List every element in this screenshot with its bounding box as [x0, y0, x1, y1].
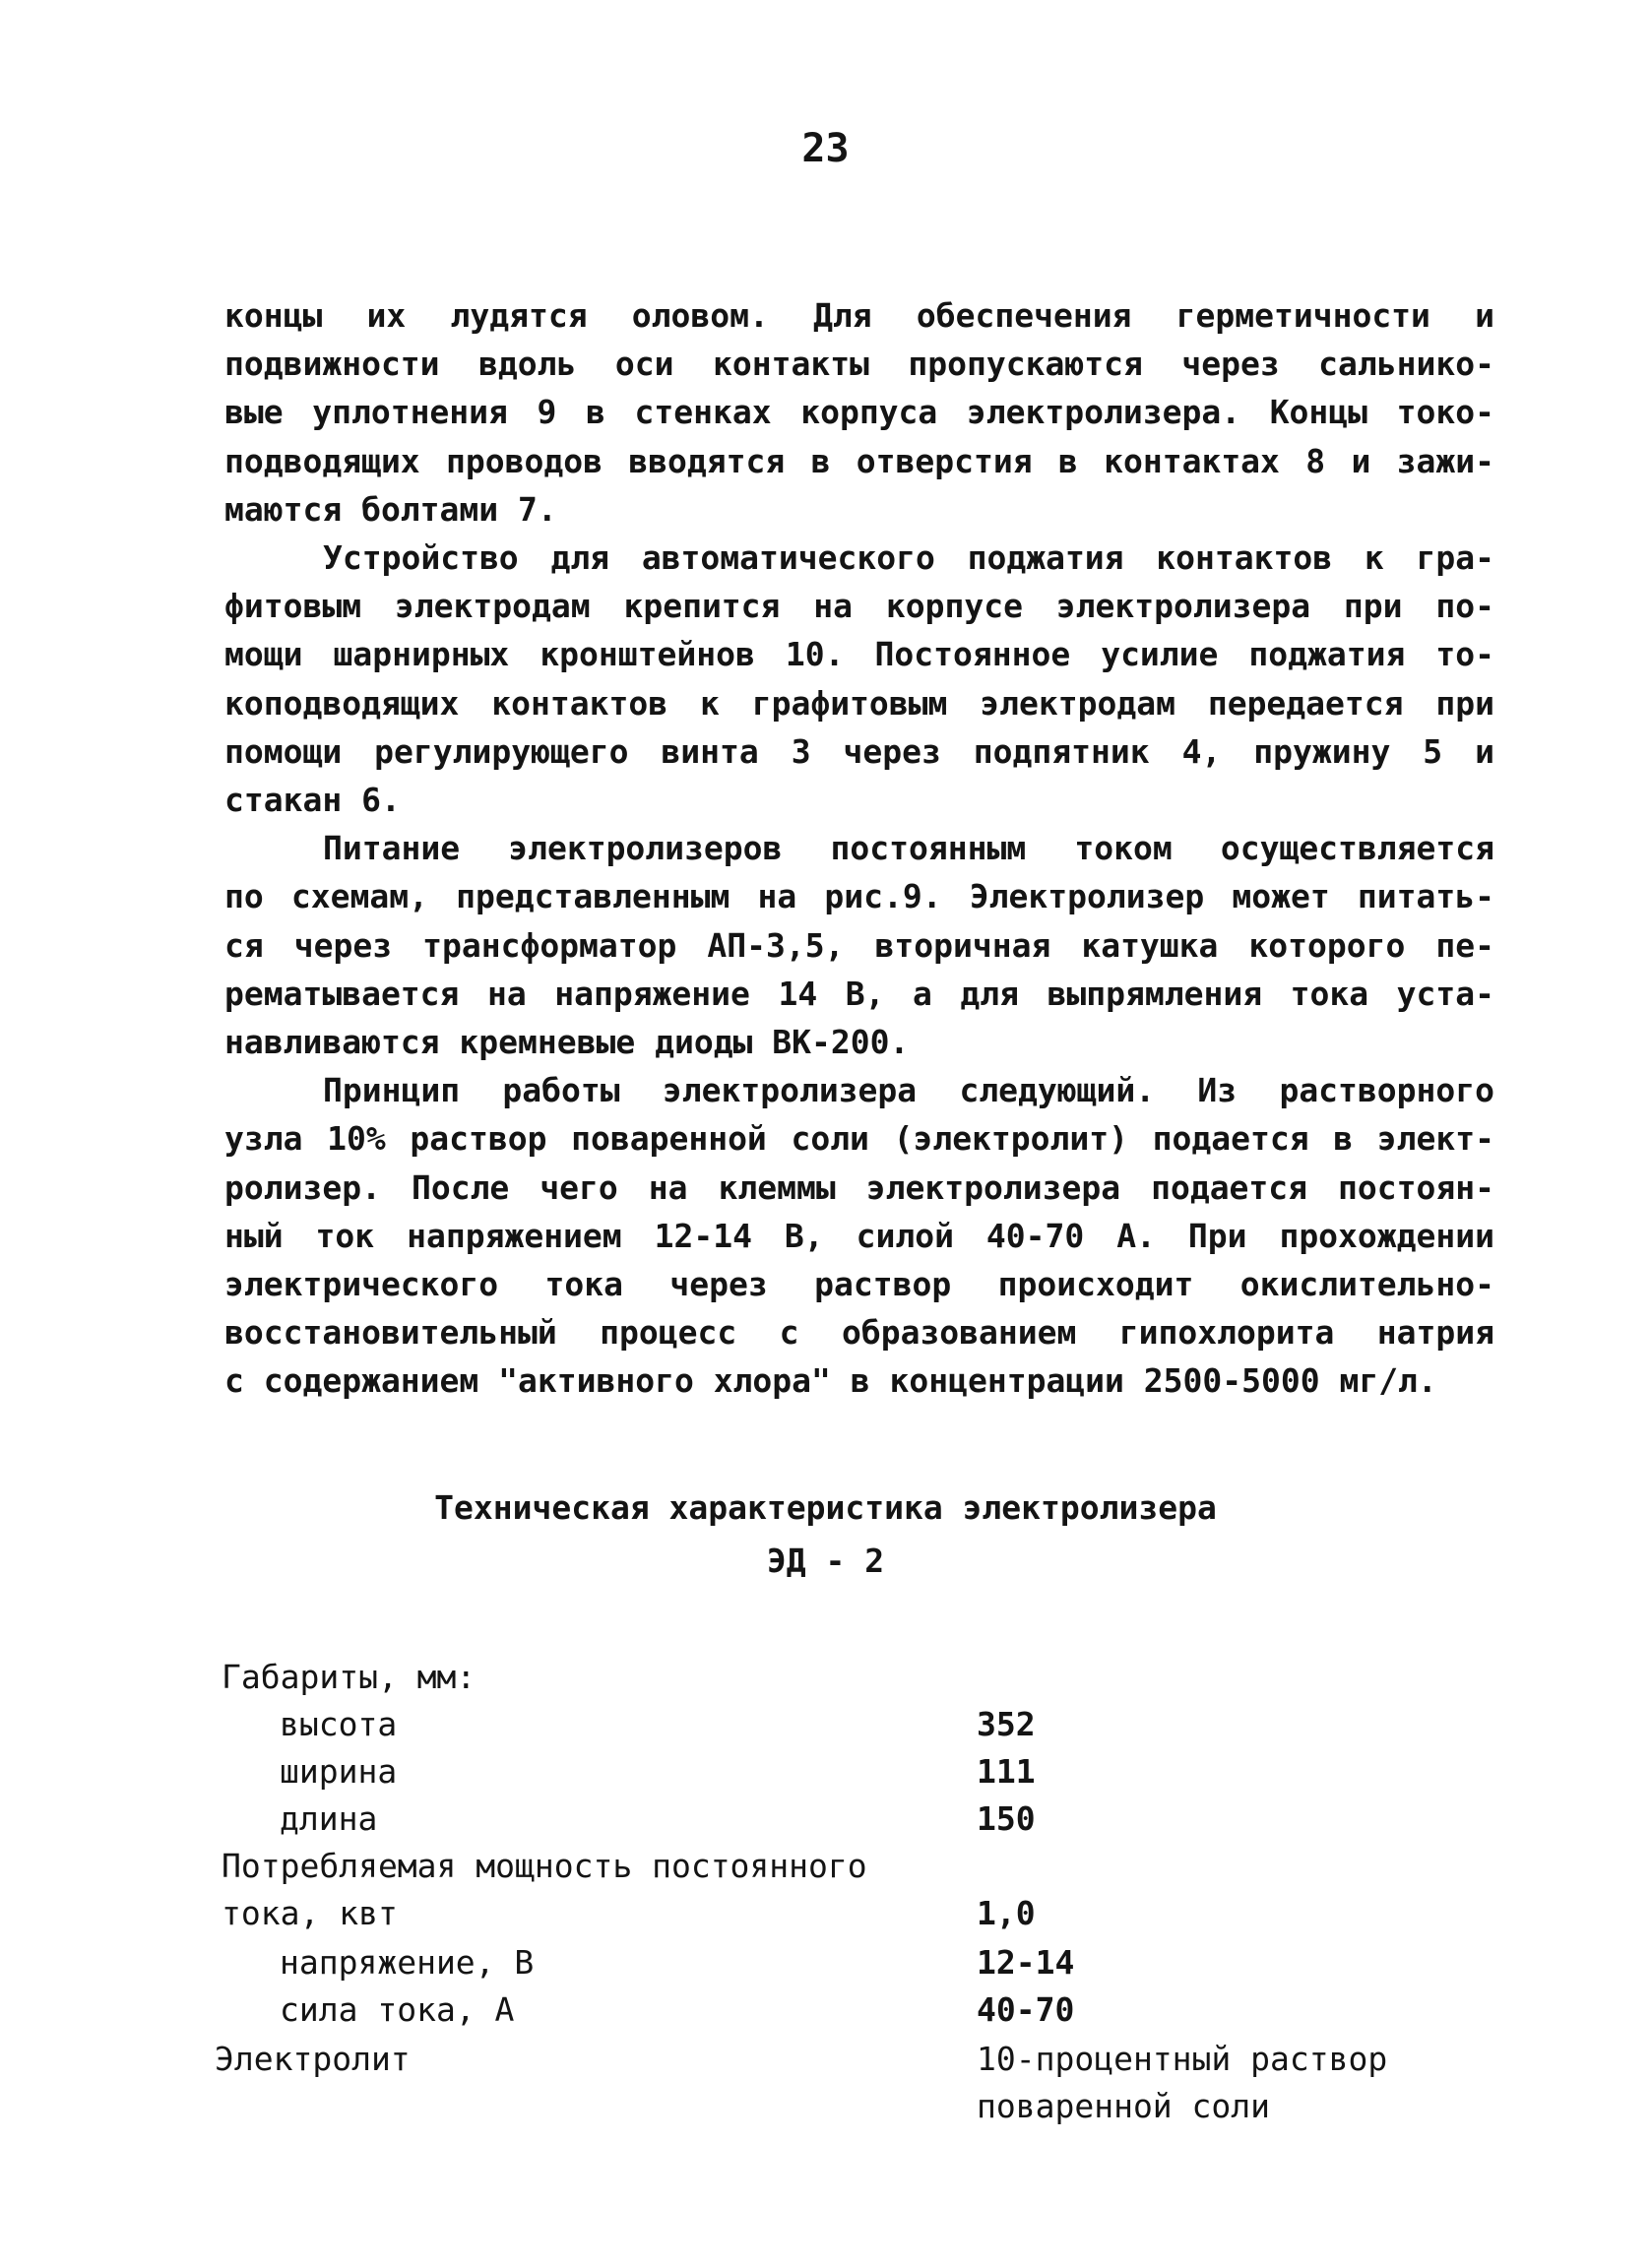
spec-value: 12-14	[977, 1943, 1075, 1982]
text-line: узла 10% раствор поваренной соли (электролит) подается в элект-	[224, 1119, 1494, 1159]
text-line: вые уплотнения 9 в стенках корпуса электролизера. Концы токо-	[224, 393, 1494, 432]
page-number: 23	[801, 126, 850, 171]
text-line: ся через трансформатор АП-3,5, вторичная катушка которого пе-	[224, 925, 1494, 965]
spec-value: поваренной соли	[977, 2087, 1271, 2125]
paragraph	[224, 1066, 1494, 1405]
text-line: ный ток напряжением 12-14 В, силой 40-70 А. При прохождении	[224, 1216, 1494, 1255]
spec-label: Габариты, мм:	[222, 1658, 476, 1696]
text-line: маются болтами 7.	[224, 489, 557, 529]
spec-value: 150	[977, 1799, 1036, 1838]
spec-model: ЭД - 2	[766, 1542, 885, 1580]
spec-label: Электролит	[215, 2040, 411, 2078]
text-line: фитовым электродам крепится на корпусе электролизера при по-	[224, 587, 1494, 626]
spec-title: Техническая характеристика электролизера	[434, 1488, 1217, 1527]
spec-label: Потребляемая мощность постоянного	[222, 1847, 867, 1885]
text-line: концы их лудятся оловом. Для обеспечения герметичности и	[224, 296, 1494, 335]
text-line: Принцип работы электролизера следующий. Из растворного	[323, 1071, 1494, 1110]
paragraph	[224, 291, 1494, 534]
spec-label: сила тока, А	[280, 1990, 515, 2029]
spec-value: 1,0	[977, 1894, 1036, 1932]
paragraph	[224, 534, 1494, 824]
spec-value: 111	[977, 1752, 1036, 1791]
text-line: восстановительный процесс с образованием гипохлорита натрия	[224, 1313, 1494, 1353]
spec-value: 352	[977, 1705, 1036, 1743]
text-line: подвижности вдоль оси контакты пропускаются через сальнико-	[224, 345, 1494, 384]
spec-value: 40-70	[977, 1990, 1075, 2029]
spec-value: 10-процентный раствор	[977, 2040, 1388, 2078]
text-line: мощи шарнирных кронштейнов 10. Постоянное усилие поджатия то-	[224, 635, 1494, 674]
text-line: с содержанием "активного хлора" в концентрации 2500-5000 мг/л.	[224, 1361, 1437, 1401]
spec-label: ширина	[280, 1752, 398, 1791]
text-line: Устройство для автоматического поджатия контактов к гра-	[323, 538, 1494, 578]
spec-label: длина	[280, 1799, 378, 1838]
text-line: электрического тока через раствор происходит окислительно-	[224, 1265, 1494, 1304]
text-line: помощи регулирующего винта 3 через подпятник 4, пружину 5 и	[224, 731, 1494, 771]
paragraph	[224, 824, 1494, 1066]
text-line: коподводящих контактов к графитовым электродам передается при	[224, 683, 1494, 723]
body-text	[224, 291, 1494, 1406]
text-line: навливаются кремневые диоды ВК-200.	[224, 1023, 910, 1062]
spec-label: высота	[280, 1705, 398, 1743]
text-line: рематывается на напряжение 14 В, а для выпрямления тока уста-	[224, 974, 1494, 1013]
spec-label: напряжение, В	[280, 1943, 535, 1982]
text-line: стакан 6.	[224, 781, 401, 820]
text-line: по схемам, представленным на рис.9. Электролизер может питать-	[224, 877, 1494, 916]
text-line: подводящих проводов вводятся в отверстия в контактах 8 и зажи-	[224, 441, 1494, 480]
spec-label: тока, квт	[222, 1894, 398, 1932]
text-line: Питание электролизеров постоянным током осуществляется	[323, 829, 1494, 868]
text-line: ролизер. После чего на клеммы электролизера подается постоян-	[224, 1167, 1494, 1207]
